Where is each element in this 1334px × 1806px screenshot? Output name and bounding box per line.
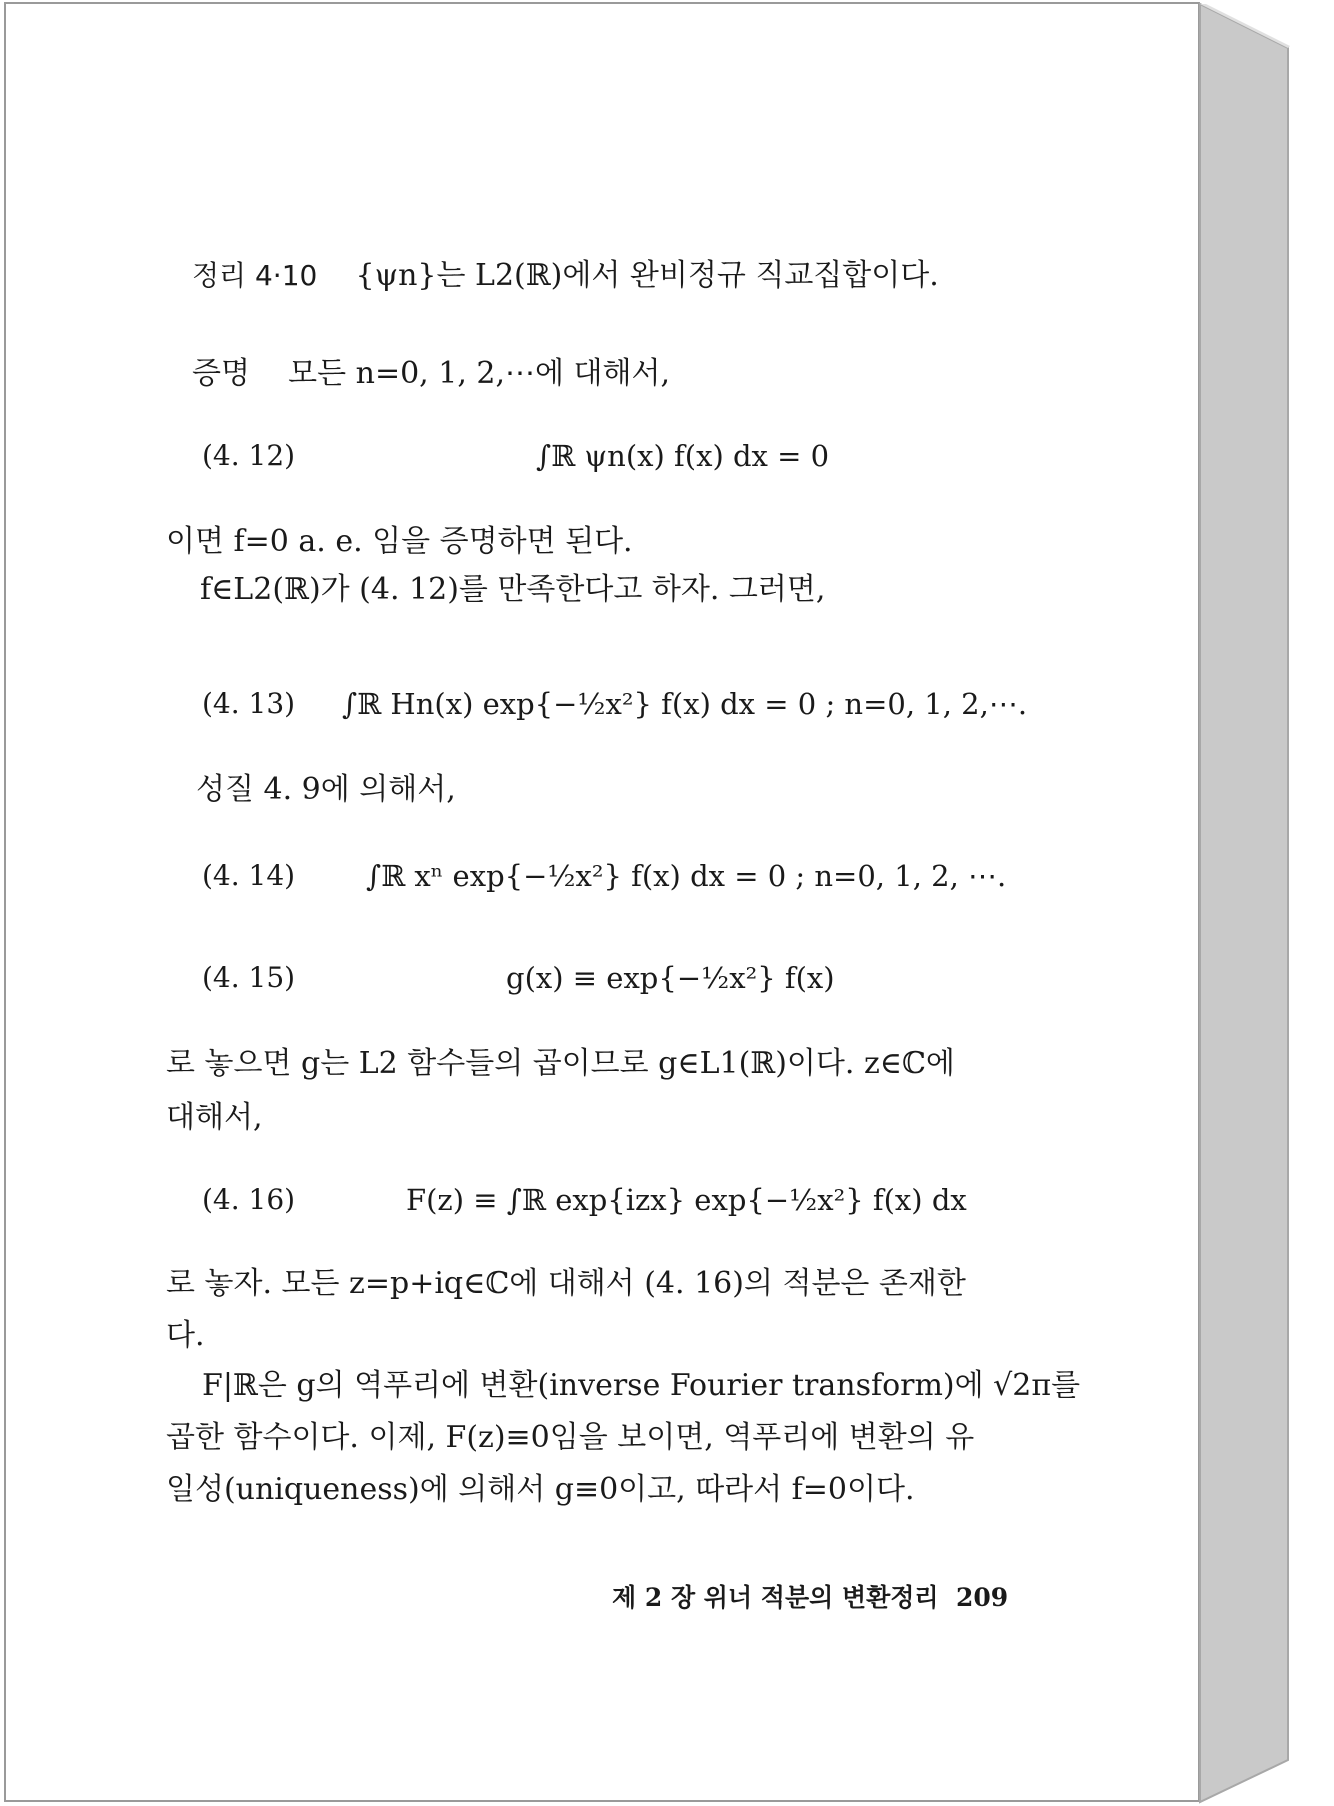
eq-4-16: F(z) ≡ ∫ℝ exp{izx} exp{−½x²} f(x) dx bbox=[406, 1183, 967, 1217]
chapter-title: 제 2 장 위너 적분의 변환정리 bbox=[612, 1583, 939, 1612]
paragraph-6-line-2: 곱한 함수이다. 이제, F(z)≡0임을 보이면, 역푸리에 변환의 유 bbox=[166, 1420, 975, 1455]
paragraph-5-line-2: 다. bbox=[166, 1318, 205, 1353]
book-top-edge bbox=[1200, 4, 1290, 48]
theorem-label: 정리 4·10 bbox=[192, 259, 318, 292]
paragraph-4-line-2: 대해서, bbox=[166, 1100, 263, 1135]
eq-number-4-15: (4. 15) bbox=[202, 961, 296, 994]
page-number: 209 bbox=[956, 1583, 1009, 1612]
proof-intro-text: 모든 n=0, 1, 2,⋯에 대해서, bbox=[288, 356, 671, 391]
running-footer bbox=[612, 1578, 1008, 1614]
paragraph-5-line-1: 로 놓자. 모든 z=p+iq∈ℂ에 대해서 (4. 16)의 적분은 존재한 bbox=[166, 1266, 966, 1301]
paragraph-1: 이면 f=0 a. e. 임을 증명하면 된다. bbox=[166, 524, 633, 559]
paragraph-6-line-3: 일성(uniqueness)에 의해서 g≡0이고, 따라서 f=0이다. bbox=[166, 1472, 915, 1507]
proof-label: 증명 bbox=[192, 356, 250, 391]
theorem-statement: {ψn}는 L2(ℝ)에서 완비정규 직교집합이다. bbox=[355, 258, 939, 293]
eq-number-4-14: (4. 14) bbox=[202, 859, 296, 892]
eq-number-4-13: (4. 13) bbox=[202, 687, 296, 720]
eq-4-15: g(x) ≡ exp{−½x²} f(x) bbox=[506, 961, 835, 995]
book-page bbox=[4, 2, 1200, 1802]
book-side-face bbox=[1200, 4, 1288, 1802]
eq-4-14: ∫ℝ xⁿ exp{−½x²} f(x) dx = 0 ; n=0, 1, 2, ⋯. bbox=[366, 859, 1007, 893]
theorem-heading bbox=[192, 256, 939, 296]
paragraph-3: 성질 4. 9에 의해서, bbox=[196, 772, 456, 807]
eq-number-4-16: (4. 16) bbox=[202, 1183, 296, 1216]
paragraph-4-line-1: 로 놓으면 g는 L2 함수들의 곱이므로 g∈L1(ℝ)이다. z∈ℂ에 bbox=[166, 1046, 955, 1081]
paragraph-6-line-1: F|ℝ은 g의 역푸리에 변환(inverse Fourier transform)에 √2π를 bbox=[202, 1368, 1081, 1403]
paragraph-2: f∈L2(ℝ)가 (4. 12)를 만족한다고 하자. 그러면, bbox=[200, 572, 826, 607]
eq-4-12: ∫ℝ ψn(x) f(x) dx = 0 bbox=[536, 439, 830, 473]
proof-intro bbox=[192, 354, 670, 394]
eq-4-13: ∫ℝ Hn(x) exp{−½x²} f(x) dx = 0 ; n=0, 1, 2,⋯. bbox=[342, 687, 1028, 721]
eq-number-4-12: (4. 12) bbox=[202, 439, 296, 472]
